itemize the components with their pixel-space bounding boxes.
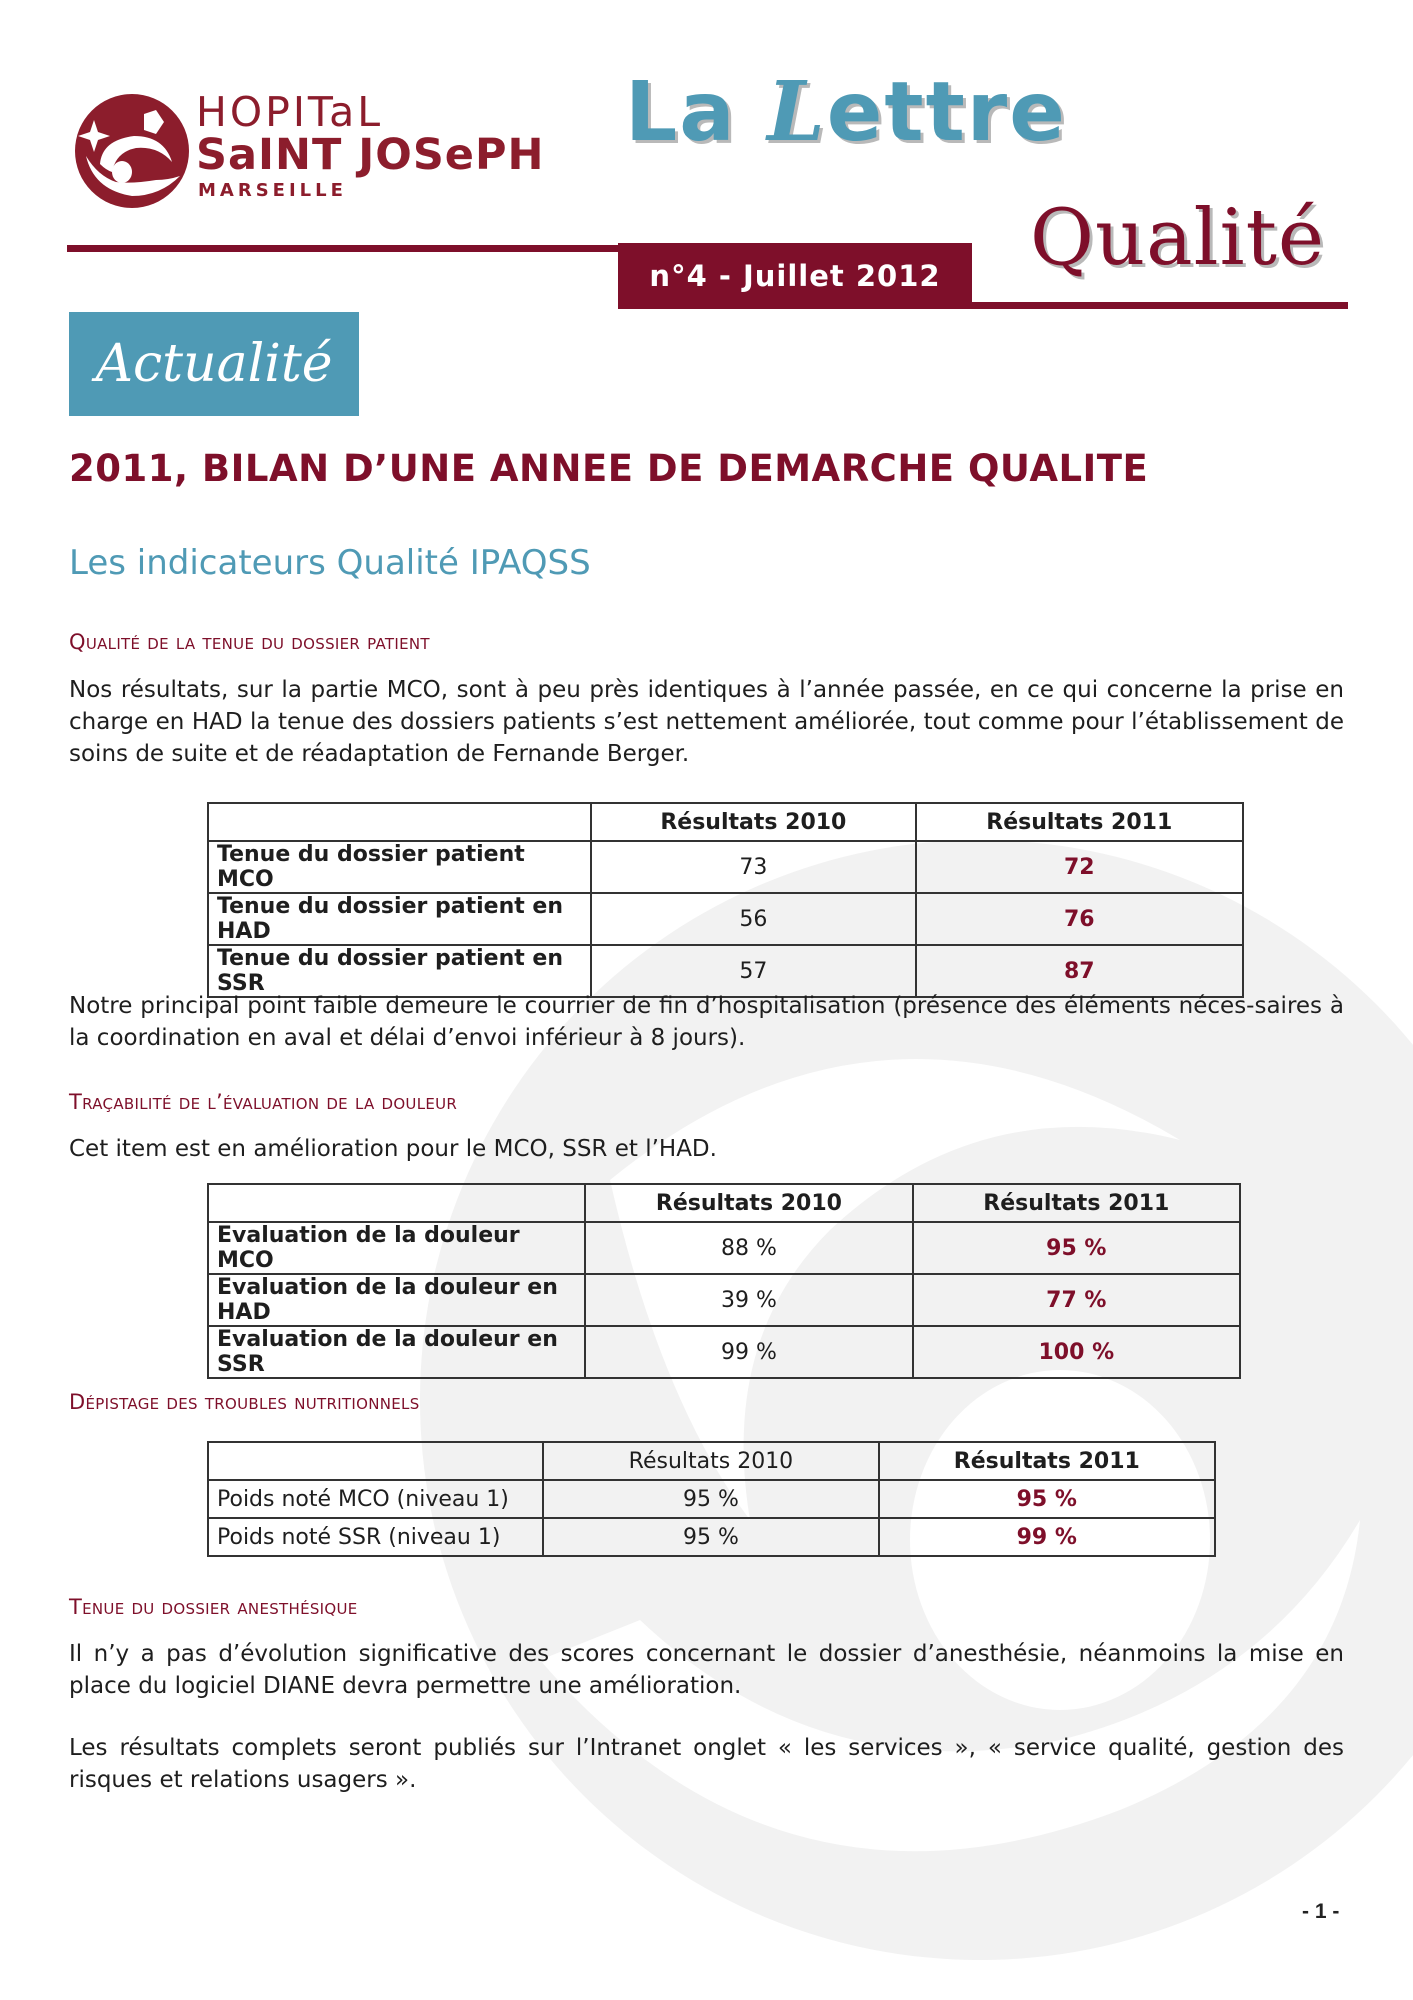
row-label: Evaluation de la douleur en SSR	[208, 1326, 585, 1378]
newsletter-title-qualite: Qualité	[1030, 193, 1326, 283]
section-badge: Actualité	[69, 312, 359, 416]
header-cell-2010: Résultats 2010	[591, 803, 915, 841]
table-row	[208, 893, 1243, 945]
header-cell	[208, 803, 591, 841]
row-label: Poids noté MCO (niveau 1)	[208, 1480, 543, 1518]
header-cell-2010: Résultats 2010	[585, 1184, 912, 1222]
row-label: Evaluation de la douleur en HAD	[208, 1274, 585, 1326]
table-row	[208, 841, 1243, 893]
value-2010: 73	[591, 841, 915, 893]
title-word-la: La	[625, 65, 768, 160]
value-2011: 72	[916, 841, 1243, 893]
value-2011: 99 %	[879, 1518, 1215, 1556]
page-number: - 1 -	[1302, 1900, 1340, 1923]
header-cell-2011: Résultats 2011	[879, 1442, 1215, 1480]
section-heading-anesthesie: Tenue du dossier anesthésique	[69, 1595, 358, 1619]
table-dossier-patient	[207, 802, 1244, 998]
table-row	[208, 1480, 1215, 1518]
header-cell	[208, 1442, 543, 1480]
row-label: Tenue du dossier patient en HAD	[208, 893, 591, 945]
table-nutrition	[207, 1441, 1216, 1557]
row-label: Tenue du dossier patient MCO	[208, 841, 591, 893]
value-2010: 88 %	[585, 1222, 912, 1274]
header-cell-2010: Résultats 2010	[543, 1442, 878, 1480]
issue-badge: n°4 - Juillet 2012	[618, 243, 972, 309]
table-header-row	[208, 803, 1243, 841]
value-2010: 57	[591, 945, 915, 997]
header-rule-right	[970, 302, 1348, 309]
row-label: Tenue du dossier patient en SSR	[208, 945, 591, 997]
value-2011: 77 %	[913, 1274, 1240, 1326]
row-label: Poids noté SSR (niveau 1)	[208, 1518, 543, 1556]
value-2010: 95 %	[543, 1480, 878, 1518]
table-row	[208, 1518, 1215, 1556]
value-2010: 56	[591, 893, 915, 945]
title-script-letter: L	[767, 64, 827, 160]
newsletter-title-la-lettre	[625, 62, 1067, 163]
section-heading-nutrition: Dépistage des troubles nutritionnels	[69, 1390, 420, 1414]
section-paragraph-dossier-patient: Nos résultats, sur la partie MCO, sont à peu près identiques à l’année passée, en ce qui concerne la prise en charge en HAD la tenue des dossiers patients s’est nettement améliorée, tout comme pour l’établissement de soins de suite et de réadaptation de Fernande Berger.	[69, 677, 1344, 767]
value-2010: 39 %	[585, 1274, 912, 1326]
hospital-name	[196, 88, 545, 204]
section-heading-douleur: Traçabilité de l’évaluation de la douleur	[69, 1090, 458, 1114]
table-header-row	[208, 1442, 1215, 1480]
table-row	[208, 1274, 1240, 1326]
main-title: 2011, BILAN D’UNE ANNEE DE DEMARCHE QUALITE	[69, 447, 1149, 490]
hospital-name-line1: HOPITaL	[196, 88, 384, 136]
header-cell-2011: Résultats 2011	[913, 1184, 1240, 1222]
header-rule-left	[67, 245, 627, 252]
value-2011: 87	[916, 945, 1243, 997]
table-row	[208, 1222, 1240, 1274]
section-paragraph-anesthesie: Il n’y a pas d’évolution significative des scores concernant le dossier d’anesthésie, néanmoins la mise en place du logiciel DIANE devra permettre une amélioration.	[69, 1641, 1344, 1699]
value-2010: 95 %	[543, 1518, 878, 1556]
value-2010: 99 %	[585, 1326, 912, 1378]
hospital-name-line2: SaINT JOSePH	[196, 130, 545, 180]
hospital-city: MARSEILLE	[198, 180, 347, 201]
header-cell-2011: Résultats 2011	[916, 803, 1243, 841]
section-paragraph-douleur: Cet item est en amélioration pour le MCO, SSR et l’HAD.	[69, 1136, 717, 1162]
row-label: Evaluation de la douleur MCO	[208, 1222, 585, 1274]
hospital-logo-icon	[72, 92, 192, 210]
section-paragraph-publication: Les résultats complets seront publiés sur l’Intranet onglet « les services », « service qualité, gestion des risques et relations usagers ».	[69, 1735, 1344, 1793]
subtitle: Les indicateurs Qualité IPAQSS	[69, 543, 591, 583]
value-2011: 76	[916, 893, 1243, 945]
table-douleur	[207, 1183, 1241, 1379]
section-heading-dossier-patient: Qualité de la tenue du dossier patient	[69, 630, 430, 654]
table-row	[208, 1326, 1240, 1378]
value-2011: 95 %	[879, 1480, 1215, 1518]
title-word-ettre: ettre	[826, 65, 1067, 160]
value-2011: 95 %	[913, 1222, 1240, 1274]
note-weak-point: Notre principal point faible demeure le courrier de fin d’hospitalisation (présence des éléments néces-saires à la coordination en aval et délai d’envoi inférieur à 8 jours).	[69, 993, 1344, 1051]
value-2011: 100 %	[913, 1326, 1240, 1378]
table-header-row	[208, 1184, 1240, 1222]
header-cell	[208, 1184, 585, 1222]
